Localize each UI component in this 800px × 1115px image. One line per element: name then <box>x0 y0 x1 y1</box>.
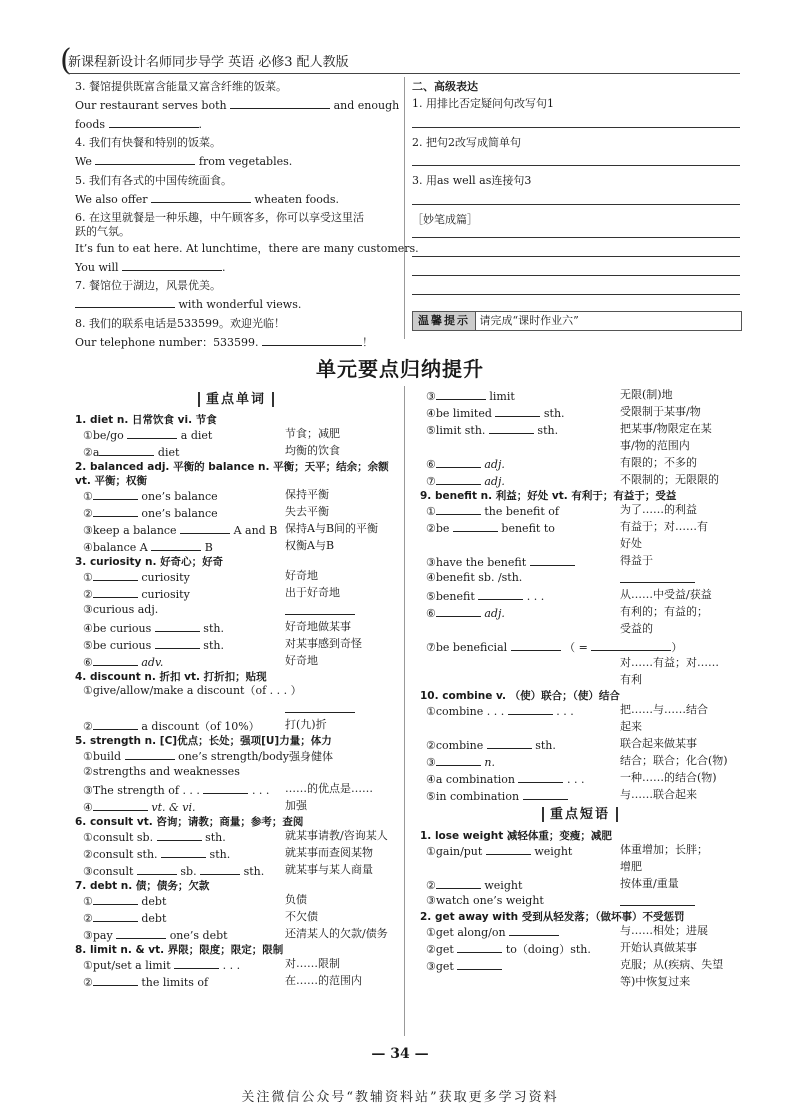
blank[interactable] <box>93 910 138 922</box>
blank[interactable] <box>436 877 481 889</box>
key-phrases-heading: 重点短语 <box>420 807 740 823</box>
entry-limit: 8. limit n. & vt. 界限；限度；限定；限制 <box>75 944 284 957</box>
advanced-expression <box>412 80 740 295</box>
reminder-box <box>412 311 742 331</box>
q7-en: with wonderful views. <box>75 296 395 312</box>
entry-debt: 7. debt n. 债；债务；欠款 <box>75 880 210 893</box>
entry-benefit: 9. benefit n. 利益；好处 vt. 有利于；有益于；受益 <box>420 490 677 502</box>
q6-blank[interactable] <box>122 259 222 271</box>
q4-blank[interactable] <box>95 153 195 165</box>
phrase-lose-weight: 1. lose weight 减轻体重；变瘦；减肥 <box>420 829 612 842</box>
blank[interactable] <box>486 843 531 855</box>
blank[interactable] <box>436 754 481 766</box>
writing-line-4[interactable] <box>412 276 740 295</box>
blank[interactable] <box>155 637 200 649</box>
blank[interactable] <box>457 941 502 953</box>
blank[interactable] <box>436 456 481 468</box>
reminder-text: 请完成“课时作业六” <box>479 314 579 327</box>
blank[interactable] <box>285 603 355 615</box>
translation-exercises <box>75 80 419 349</box>
writing-line-1[interactable] <box>412 227 740 238</box>
answer-line-2[interactable] <box>412 149 740 166</box>
blank[interactable] <box>180 522 230 534</box>
blank[interactable] <box>155 620 200 632</box>
blank[interactable] <box>518 771 563 783</box>
blank[interactable] <box>509 924 559 936</box>
answer-line-3[interactable] <box>412 188 740 205</box>
q7-cn: 7. 餐馆位于湖边，风景优美。 <box>75 279 221 293</box>
writing-line-2[interactable] <box>412 238 740 257</box>
blank[interactable] <box>93 586 138 598</box>
entry-strength: 5. strength n. [C]优点；长处；强项[U]力量；体力 <box>75 734 332 747</box>
header-rule <box>68 73 740 74</box>
blank[interactable] <box>478 588 523 600</box>
q6-en-2: You will . <box>75 260 226 274</box>
q3-en: Our restaurant serves both and enough <box>75 98 400 112</box>
footer-note: 关注微信公众号“教辅资料站”获取更多学习资料 <box>241 1090 559 1105</box>
blank[interactable] <box>620 571 695 583</box>
blank[interactable] <box>436 503 481 515</box>
blank[interactable] <box>127 427 177 439</box>
blank[interactable] <box>151 539 201 551</box>
entry-curiosity: 3. curiosity n. 好奇心；好奇 <box>75 555 224 568</box>
key-words-heading: 重点单词 <box>75 392 397 408</box>
q8-blank[interactable] <box>262 334 362 346</box>
rewrite-q3: 3. 用as well as连接句3 <box>412 174 532 188</box>
blank[interactable] <box>436 388 486 400</box>
reminder-label: 温馨提示 <box>413 312 476 330</box>
book-header: 新课程新设计名师同步导学 英语 必修3 配人教版 <box>68 55 349 70</box>
q3-blank-2[interactable] <box>109 116 199 128</box>
blank[interactable] <box>511 639 561 651</box>
blank[interactable] <box>93 488 138 500</box>
blank[interactable] <box>285 701 355 713</box>
blank[interactable] <box>523 788 568 800</box>
writing-line-3[interactable] <box>412 257 740 276</box>
blank[interactable] <box>436 605 481 617</box>
blank[interactable] <box>530 554 575 566</box>
blank[interactable] <box>508 703 553 715</box>
phrase-get-away-with: 2. get away with 受到从轻发落；（做坏事）不受惩罚 <box>420 910 685 923</box>
key-words-left: 重点单词 1. diet n. 日常饮食 vi. 节食 ①be/go a diet 节食；减肥 ②a diet 均衡的饮食 2. balanced adj. 平衡的 balance n. 平衡；天平；结余；余额 vt. 平衡；权衡 ① one’s balance 保持平衡 ② one’s balance 失去平衡 ③keep a balance A and B 保持A与B间的平衡 ④balance A B 权衡A与B 3. curiosity n. 好奇心；好奇 ① curiosity 好奇地 ② curiosity 出于好奇地 ③curious adj. ④be curious sth. 好奇地做某事 ⑤be curious sth. 对某事感到奇怪 ⑥ adv. 好奇地 4. discount n. 折扣 vt. 打折扣；贴现 ①give/allow/make a discount（of . . . ） ② a discount（of 10%） 打(九)折 5. strength n. [C]优点；长处；强项[U]力量；体力 ①build one’s strength/body强身健体 ②strengths and weaknesses ③The strength of . . . . . . ……的优点是…… ④ vt. & vi. 加强 6. consult vt. 咨询；请教；商量；参考；查阅 ①consult sb. sth. 就某事请教/咨询某人 ②consult sth. sth. 就某事而查阅某物 ③consult sb. sth. 就某事与某人商量 7. debt n. 债；债务；欠款 ① debt 负债 ② debt 不欠债 ③pay one’s debt 还清某人的欠款/债务 8. limit n. & vt. 界限；限度；限定；限制 ①put/set a limit . . . 对……限制 ② the limits of 在……的范围内 <box>75 388 397 991</box>
q8-en: Our telephone number：533599. ！ <box>75 335 374 349</box>
blank[interactable] <box>93 799 148 811</box>
section-title: 二、高级表达 <box>412 80 478 93</box>
blank[interactable] <box>93 505 138 517</box>
q6-cn2: 跃的气氛。 <box>75 225 130 238</box>
blank[interactable] <box>93 893 138 905</box>
blank[interactable] <box>620 894 695 906</box>
q5-blank[interactable] <box>151 191 251 203</box>
entry-balanced: 2. balanced adj. 平衡的 balance n. 平衡；天平；结余；余额 <box>75 461 389 474</box>
blank[interactable] <box>93 654 138 666</box>
blank[interactable] <box>99 444 154 456</box>
entry-combine: 10. combine v. （使）联合；（使）结合 <box>420 690 620 703</box>
blank[interactable] <box>489 422 534 434</box>
blank[interactable] <box>93 974 138 986</box>
blank[interactable] <box>591 639 671 651</box>
blank[interactable] <box>203 782 248 794</box>
q3-blank-1[interactable] <box>230 97 330 109</box>
unit-summary-title: 单元要点归纳提升 <box>316 357 484 381</box>
q6-cn: 6. 在这里就餐是一种乐趣，中午顾客多，你可以享受这里活 <box>75 211 364 225</box>
entry-diet: 1. diet n. 日常饮食 vi. 节食 <box>75 414 217 427</box>
column-divider <box>404 77 405 339</box>
blank[interactable] <box>125 748 175 760</box>
blank[interactable] <box>457 958 502 970</box>
blank[interactable] <box>93 718 138 730</box>
entry-consult: 6. consult vt. 咨询；请教；商量；参考；查阅 <box>75 816 304 828</box>
writing-box-title: ［妙笔成篇］ <box>412 213 478 226</box>
blank[interactable] <box>436 473 481 485</box>
page-number: — 34 — <box>371 1046 429 1062</box>
blank[interactable] <box>495 405 540 417</box>
blank[interactable] <box>93 569 138 581</box>
blank[interactable] <box>137 863 177 875</box>
q4-cn: 4. 我们有快餐和特别的饭菜。 <box>75 136 221 150</box>
entry-discount: 4. discount n. 折扣 vt. 打折扣；贴现 <box>75 670 267 683</box>
blank[interactable] <box>200 863 240 875</box>
blank[interactable] <box>174 957 219 969</box>
blank[interactable] <box>161 846 206 858</box>
blank[interactable] <box>453 520 498 532</box>
q7-blank[interactable] <box>75 296 175 308</box>
answer-line-1[interactable] <box>412 111 740 128</box>
header-bracket-icon: ( <box>60 43 72 78</box>
q3-cn: 3. 餐馆提供既富含能量又富含纤维的饭菜。 <box>75 80 287 93</box>
key-words-right: ③ limit 无限(制)地 ④be limited sth. 受限制于某事/物 ⑤limit sth. sth. 把某事/物限定在某 事/物的范围内 ⑥ adj. 有限的；不多的 ⑦ adj. 不限制的；无限限的 9. benefit n. 利益；好处 vt. 有利于；有益于；受益 ① the benefit of 为了……的利益 ②be benefit to 有益于；对……有 好处 ③have the benefit 得益于 ④benefit sb. /sth. ⑤benefit . . . 从……中受益/获益 ⑥ adj. 有利的；有益的； 受益的 ⑦be beneficial （ = ） 对……有益；对…… 有利 10. combine v. （使）联合；（使）结合 ①combine . . . . . . 把……与……结合 起来 ②combine sth. 联合起来做某事 ③ n. 结合；联合；化合(物) ④a combination . . . 一种……的结合(物) ⑤in combination 与……联合起来 重点短语 1. lose weight 减轻体重；变瘦；减肥 ①gain/put weight 体重增加；长胖； 增肥 ② weight 按体重/重量 ③watch one’s weight 2. get away with 受到从轻发落；（做坏事）不受惩罚 ①get along/on 与……相处；进展 ②get to（doing）sth. 开始认真做某事 ③get 克服；从(疾病、失望 等)中恢复过来 <box>420 388 740 992</box>
blank[interactable] <box>487 737 532 749</box>
blank[interactable] <box>157 829 202 841</box>
q8-cn: 8. 我们的联系电话是533599。欢迎光临！ <box>75 316 285 330</box>
q4-en: We from vegetables. <box>75 155 293 168</box>
q6-en: It’s fun to eat here. At lunchtime，there are many customers. <box>75 241 419 255</box>
column-divider-2 <box>404 386 405 1036</box>
q5-cn: 5. 我们有各式的中国传统面食。 <box>75 173 232 187</box>
q5-en: We also offer wheaten foods. <box>75 192 340 206</box>
q3-en-2: foods . <box>75 117 203 131</box>
rewrite-q1: 1. 用排比否定疑问句改写句1 <box>412 96 554 110</box>
blank[interactable] <box>116 927 166 939</box>
rewrite-q2: 2. 把句2改写成简单句 <box>412 135 521 149</box>
